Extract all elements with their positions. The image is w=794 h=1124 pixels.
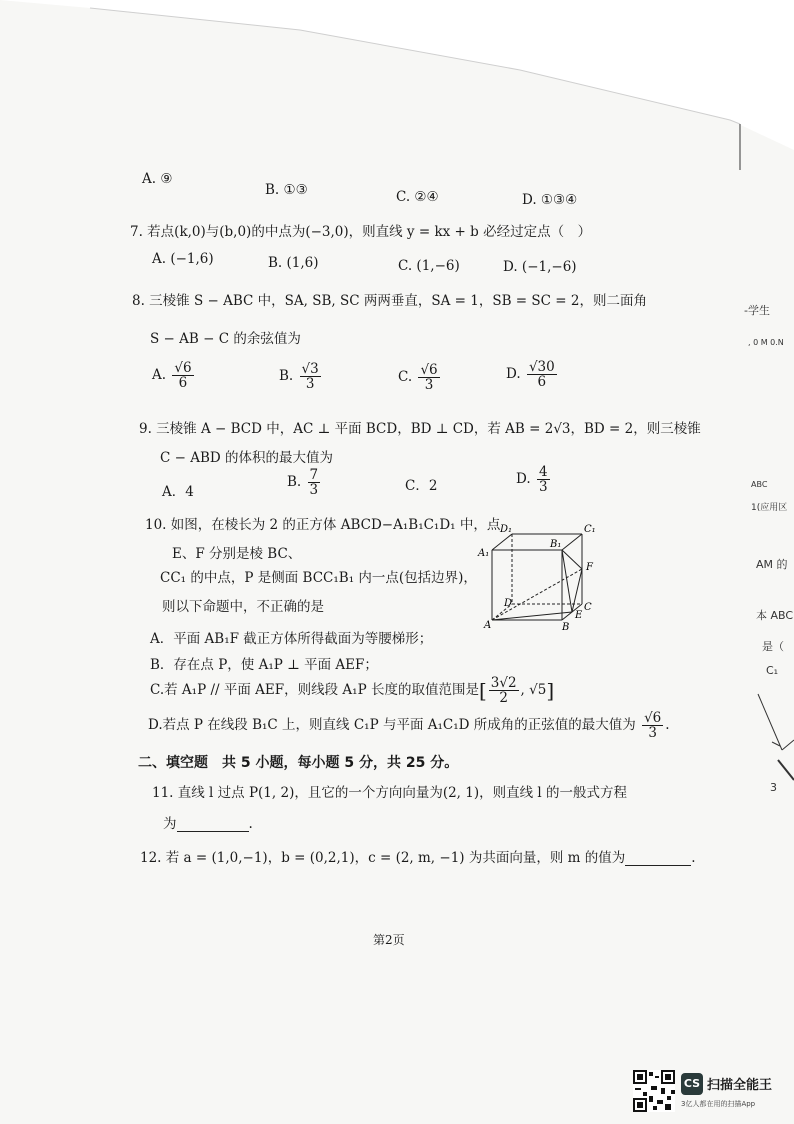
qr-code-icon bbox=[633, 1070, 675, 1112]
fraction-denominator: 3 bbox=[309, 482, 319, 499]
cube-label-a1: A₁ bbox=[478, 548, 490, 559]
section-2-heading: 二、填空题 共 5 小题，每小题 5 分，共 25 分。 bbox=[138, 755, 459, 771]
option-label: A. bbox=[152, 367, 167, 384]
q11-prefix: 为 bbox=[163, 816, 177, 832]
camscanner-logo-icon: CS bbox=[681, 1073, 703, 1095]
q10-option-c: C.若 A₁P // 平面 AEF，则线段 A₁P 长度的取值范围是[ $\frac{3√2}{2}$ , √5] bbox=[150, 675, 555, 707]
edge-figure-fragment bbox=[752, 690, 794, 800]
cube-label-d: D bbox=[504, 598, 513, 609]
fraction-denominator: 3 bbox=[538, 479, 548, 496]
cube-figure bbox=[470, 520, 610, 632]
fraction-denominator: 3 bbox=[648, 725, 657, 742]
option-text: C.若 A₁P // 平面 AEF，则线段 A₁P 长度的取值范围是 bbox=[150, 682, 479, 699]
option-text-tail: , √5 bbox=[520, 682, 547, 699]
q12-suffix: . bbox=[691, 850, 696, 866]
q11-stem: 11. 直线 l 过点 P(1, 2)，且它的一个方向向量为(2, 1)，则直线 l 的一般式方程 bbox=[152, 785, 628, 801]
q12-answer-blank bbox=[625, 865, 691, 866]
edge-text-9: 3 bbox=[770, 781, 777, 794]
edge-text-7: 是（ bbox=[762, 640, 784, 653]
fraction-numerator: √6 bbox=[174, 360, 192, 376]
cube-label-c1: C₁ bbox=[584, 524, 596, 535]
q11-stem-line2 bbox=[163, 812, 253, 832]
q11-answer-blank bbox=[177, 831, 249, 832]
q10-stem-line2: E、F 分别是棱 BC、 bbox=[172, 546, 302, 562]
fraction-denominator: 2 bbox=[499, 690, 508, 707]
q7-option-d: D. (−1,−6) bbox=[503, 259, 577, 275]
paper-fold-shadow bbox=[0, 0, 794, 170]
cube-label-b: B bbox=[562, 622, 570, 632]
q7-option-b: B. (1,6) bbox=[268, 255, 319, 271]
option-label: B. bbox=[279, 368, 294, 385]
q10-option-d: D.若点 P 在线段 B₁C 上，则直线 C₁P 与平面 A₁C₁D 所成角的正弦值的最大值为 $\frac{√6}{3}$ . bbox=[148, 710, 670, 742]
q9-option-c: C．2 bbox=[405, 478, 438, 494]
fraction-numerator: √6 bbox=[420, 362, 438, 378]
fraction-numerator: √30 bbox=[528, 359, 555, 375]
edge-text-8: C₁ bbox=[766, 664, 779, 677]
option-label: D. bbox=[516, 471, 531, 488]
q7-option-c: C. (1,−6) bbox=[398, 258, 460, 274]
q12-stem-row bbox=[140, 846, 696, 866]
edge-text-3: ABC bbox=[751, 480, 768, 489]
cube-label-f: F bbox=[586, 562, 593, 573]
cube-label-b1: B₁ bbox=[550, 539, 562, 550]
q11-suffix: . bbox=[248, 816, 253, 832]
q9-stem: 9. 三棱锥 A − BCD 中，AC ⊥ 平面 BCD，BD ⊥ CD，若 AB = 2√3，BD = 2，则三棱锥 bbox=[139, 421, 701, 437]
q9-stem-line2: C − ABD 的体积的最大值为 bbox=[160, 450, 334, 466]
cube-label-c: C bbox=[584, 602, 592, 613]
prev-option-d: D. ①③④ bbox=[522, 192, 578, 208]
camscanner-title: 扫描全能王 bbox=[707, 1078, 773, 1093]
option-label: C. bbox=[398, 369, 413, 386]
prev-option-a: A. ⑨ bbox=[142, 171, 173, 187]
q8-stem-line2: S − AB − C 的余弦值为 bbox=[150, 331, 301, 347]
camscanner-subtitle: 3亿人都在用的扫描App bbox=[681, 1100, 756, 1108]
q10-option-b: B．存在点 P，使 A₁P ⊥ 平面 AEF； bbox=[150, 657, 378, 673]
q10-stem-line4: 则以下命题中，不正确的是 bbox=[162, 599, 324, 615]
edge-text-5: AM 的 bbox=[756, 558, 788, 571]
prev-option-b: B. ①③ bbox=[265, 182, 308, 198]
q8-stem: 8. 三棱锥 S − ABC 中，SA, SB, SC 两两垂直，SA = 1，SB = SC = 2，则二面角 bbox=[132, 293, 647, 309]
q8-option-d bbox=[506, 360, 559, 389]
q8-option-c bbox=[398, 363, 442, 392]
cube-label-a: A bbox=[484, 620, 492, 631]
page-number: 第2页 bbox=[373, 933, 405, 947]
fraction-numerator: √6 bbox=[644, 710, 662, 726]
edge-text-6: 本 ABC bbox=[756, 609, 794, 622]
edge-text-2: , 0 M 0.N bbox=[748, 338, 784, 347]
fraction-denominator: 3 bbox=[305, 376, 315, 393]
q9-option-b bbox=[287, 468, 322, 497]
fraction-denominator: 3 bbox=[424, 377, 434, 394]
fraction-denominator: 6 bbox=[537, 374, 547, 391]
q7-option-a: A. (−1,6) bbox=[152, 251, 214, 267]
q7-stem: 7. 若点(k,0)与(b,0)的中点为(−3,0)，则直线 y = kx + b 必经过定点（ ） bbox=[130, 224, 592, 240]
fraction-numerator: √3 bbox=[301, 361, 319, 377]
option-label: D. bbox=[506, 366, 521, 383]
cube-label-d1: D₁ bbox=[500, 524, 513, 535]
prev-option-c: C. ②④ bbox=[396, 189, 439, 205]
q10-stem-line1: 10. 如图，在棱长为 2 的正方体 ABCD−A₁B₁C₁D₁ 中，点 bbox=[145, 517, 501, 533]
q10-option-a: A．平面 AB₁F 截正方体所得截面为等腰梯形； bbox=[150, 631, 433, 647]
q8-option-b bbox=[279, 362, 323, 391]
fraction-numerator: 3√2 bbox=[490, 675, 517, 691]
cube-label-e: E bbox=[575, 610, 583, 621]
fraction-numerator: 4 bbox=[538, 464, 548, 480]
fraction-denominator: 6 bbox=[178, 375, 188, 392]
option-text: D.若点 P 在线段 B₁C 上，则直线 C₁P 与平面 A₁C₁D 所成角的正弦值的最大值为 bbox=[148, 717, 636, 734]
edge-text-4: 1(应用区 bbox=[751, 503, 788, 513]
edge-text-1: -学生 bbox=[744, 304, 770, 317]
q8-option-a bbox=[152, 361, 196, 390]
q9-option-d bbox=[516, 465, 552, 494]
q10-stem-line3: CC₁ 的中点，P 是侧面 BCC₁B₁ 内一点(包括边界)， bbox=[160, 570, 477, 586]
fraction-numerator: 7 bbox=[309, 467, 319, 483]
q12-stem: 12. 若 a = (1,0,−1)，b = (0,2,1)，c = (2, m, −1) 为共面向量，则 m 的值为 bbox=[140, 850, 626, 866]
option-label: B. bbox=[287, 474, 302, 491]
q9-option-a: A．4 bbox=[162, 484, 194, 500]
